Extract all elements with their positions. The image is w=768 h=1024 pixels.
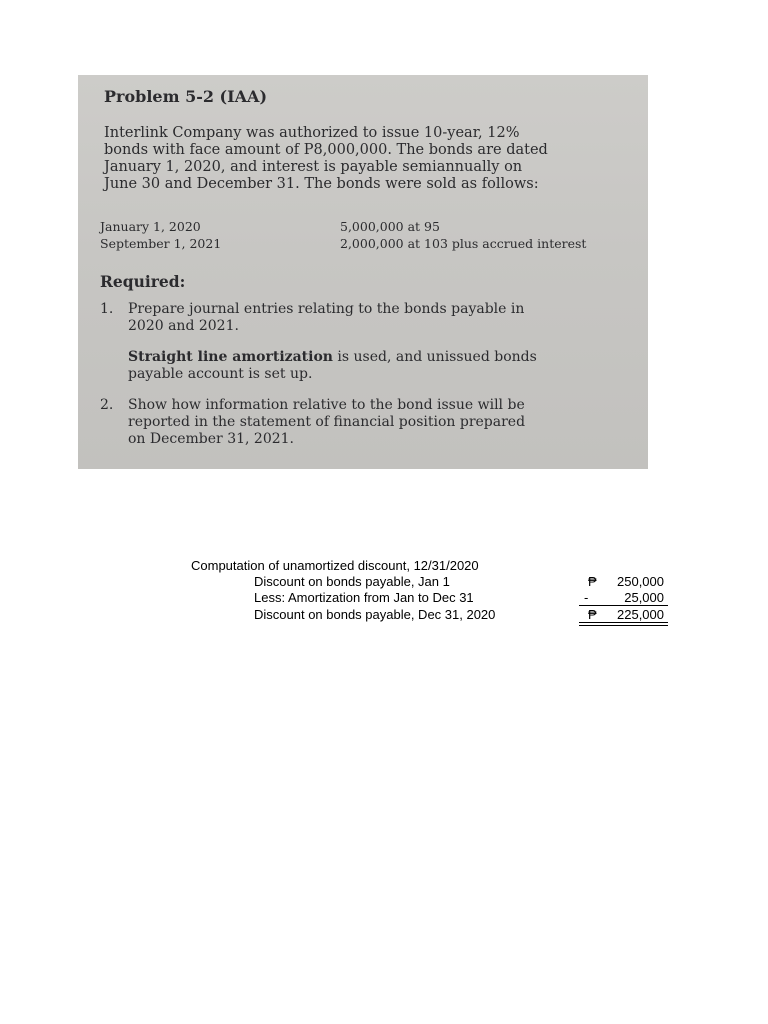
requirement-text	[128, 301, 524, 335]
note-text: is used, and unissued bonds	[332, 349, 537, 365]
computation-label: Discount on bonds payable, Dec 31, 2020	[254, 607, 496, 622]
sale-date: January 1, 2020	[100, 219, 201, 234]
computation-amount: 25,000	[624, 590, 664, 605]
note-line	[128, 349, 620, 366]
textbook-photo	[78, 75, 648, 469]
sale-date: September 1, 2021	[100, 236, 222, 251]
bond-sales-list	[100, 218, 630, 252]
problem-text-line: January 1, 2020, and interest is payable semiannually on	[104, 159, 523, 175]
required-heading: Required:	[100, 272, 186, 291]
requirement-line: Prepare journal entries relating to the bonds payable in	[128, 301, 525, 317]
minus-sign: -	[584, 590, 589, 605]
sale-row	[100, 218, 630, 235]
requirement-2	[100, 397, 620, 448]
computation-amount: 225,000	[617, 607, 664, 622]
computation-label: Less: Amortization from Jan to Dec 31	[254, 590, 474, 605]
subtotal-rule	[579, 605, 668, 606]
peso-sign: ₱	[588, 574, 597, 589]
requirement-1	[100, 301, 620, 335]
sale-row	[100, 235, 630, 252]
problem-text-line: bonds with face amount of P8,000,000. The bonds are dated	[104, 142, 548, 158]
computation-amount: 250,000	[617, 574, 664, 589]
requirement-line: reported in the statement of financial position prepared	[128, 414, 526, 430]
note-line: payable account is set up.	[128, 366, 313, 382]
requirement-number: 2.	[100, 397, 114, 413]
peso-sign: ₱	[588, 607, 597, 622]
requirement-number: 1.	[100, 301, 114, 317]
total-double-rule-top	[579, 622, 668, 623]
problem-text	[104, 125, 624, 193]
sale-detail: 2,000,000 at 103 plus accrued interest	[340, 236, 587, 251]
total-double-rule-bottom	[579, 625, 668, 626]
note-bold-text: Straight line amortization	[128, 349, 333, 365]
computation-heading: Computation of unamortized discount, 12/31/2020	[191, 558, 479, 573]
computation-label: Discount on bonds payable, Jan 1	[254, 574, 450, 589]
requirement-line: on December 31, 2021.	[128, 431, 294, 447]
problem-title: Problem 5-2 (IAA)	[104, 87, 268, 106]
requirement-1-note	[128, 349, 620, 383]
requirement-text	[128, 397, 525, 448]
requirement-line: Show how information relative to the bond issue will be	[128, 397, 525, 413]
problem-text-line: Interlink Company was authorized to issue 10-year, 12%	[104, 125, 520, 141]
problem-text-line: June 30 and December 31. The bonds were sold as follows:	[104, 176, 539, 192]
sale-detail: 5,000,000 at 95	[340, 219, 440, 234]
requirement-line: 2020 and 2021.	[128, 318, 239, 334]
